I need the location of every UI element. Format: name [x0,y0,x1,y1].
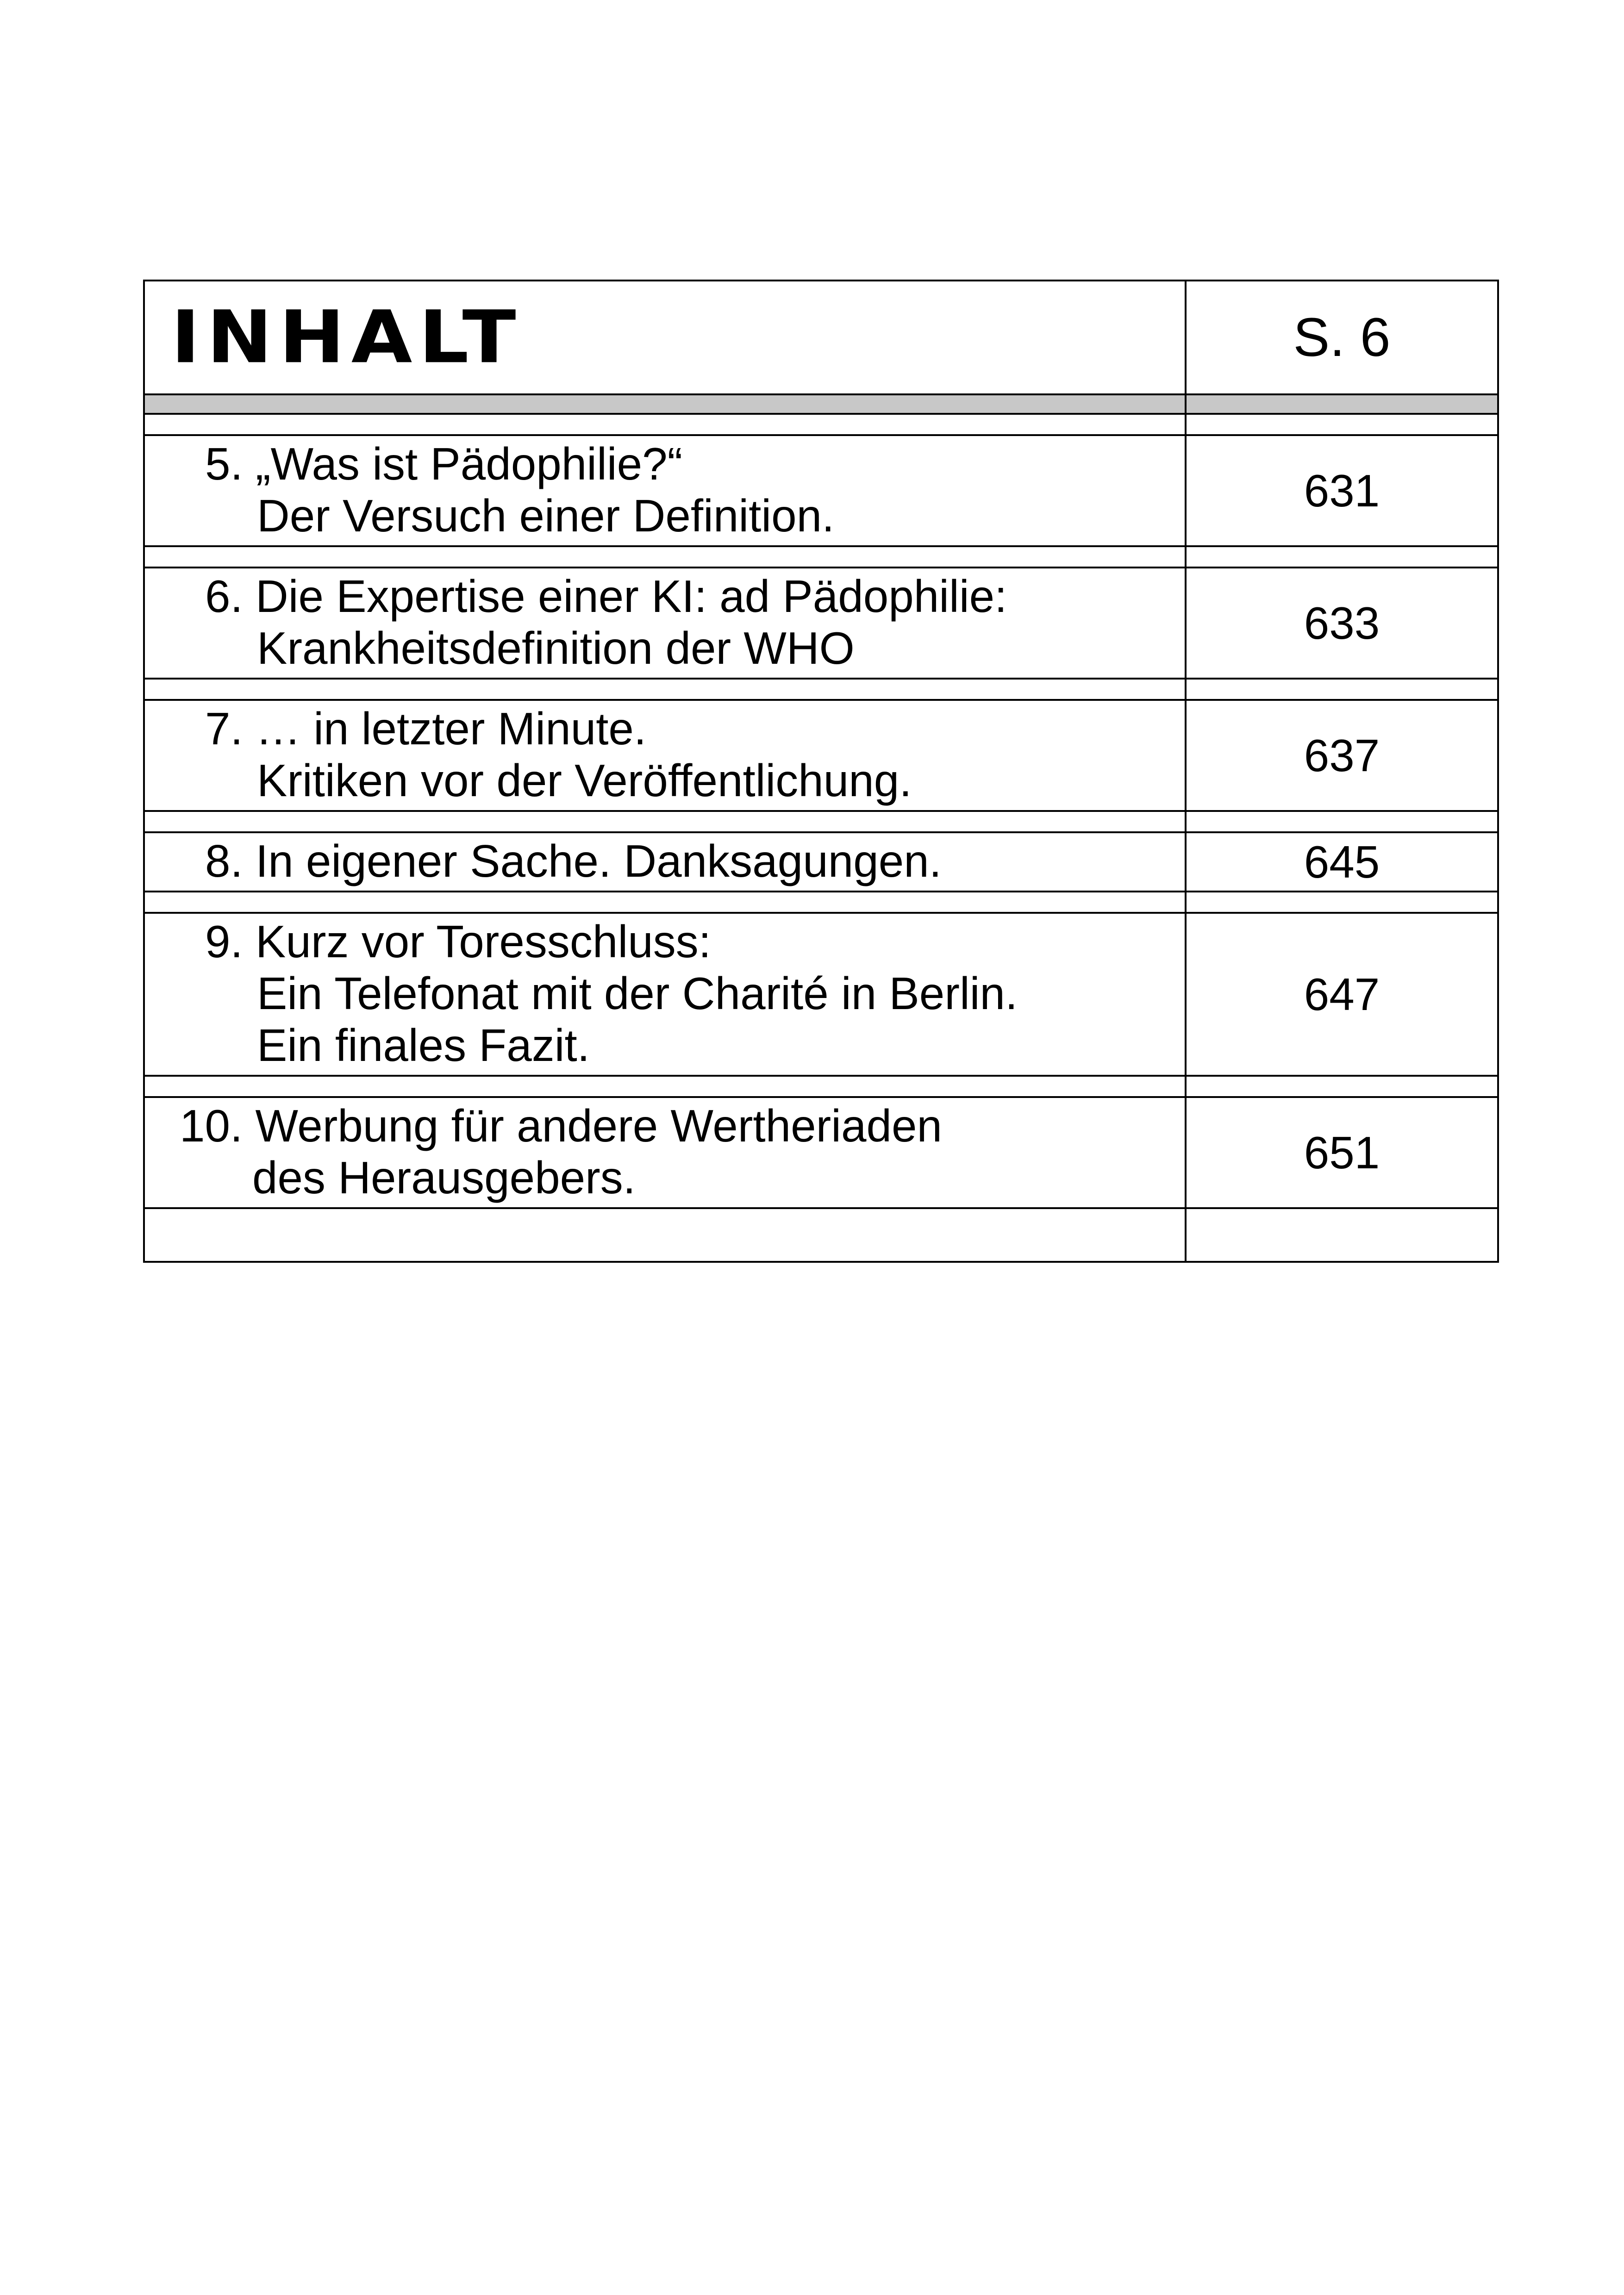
entry-title [144,1097,1186,1208]
spacer-row [144,546,1498,568]
entry-title-line: Ein finales Fazit. [257,1020,590,1071]
toc-header-row [144,281,1498,394]
entry-title-line: Ein Telefonat mit der Charité in Berlin. [257,968,1018,1019]
entry-page-number: 651 [1186,1097,1498,1208]
entry-title-line: des Herausgebers. [252,1152,636,1203]
entry-number: 9. [205,916,243,967]
spacer-row [144,1076,1498,1097]
entry-text: In eigener Sache. Danksagungen. [255,836,942,886]
toc-entry [144,832,1498,892]
entry-title-line [145,835,1185,887]
entry-title-line [145,438,1185,490]
entry-page-number: 645 [1186,832,1498,892]
toc-entry [144,913,1498,1076]
entry-title [144,832,1186,892]
entry-text: „Was ist Pädophilie?“ [255,438,683,489]
toc-entry [144,1097,1498,1208]
spacer-row [144,414,1498,435]
entry-title-line [145,570,1185,622]
entry-title-line: Der Versuch einer Definition. [257,490,835,541]
toc-entry [144,700,1498,811]
spacer-row [144,892,1498,913]
entry-title [144,913,1186,1076]
spacer-row [144,811,1498,832]
entry-page-number: 633 [1186,568,1498,679]
toc-heading: INHALT [144,285,1186,390]
entry-number: 7. [205,703,243,754]
entry-title-line [145,703,1185,755]
entry-number: 8. [205,836,243,886]
entry-number: 10. [180,1100,243,1151]
toc-entry [144,568,1498,679]
entry-title-line [145,916,1185,967]
page-label: S. 6 [1186,281,1498,394]
entry-title-line: Kritiken vor der Veröffentlichung. [257,755,912,806]
entry-title [144,700,1186,811]
entry-text: Werbung für andere Wertheriaden [255,1100,943,1151]
entry-page-number: 631 [1186,435,1498,546]
entry-title-line: Krankheitsdefinition der WHO [257,623,855,674]
divider-row [144,394,1498,414]
entry-number: 5. [205,438,243,489]
entry-number: 6. [205,571,243,622]
toc-entry [144,435,1498,546]
entry-text: Die Expertise einer KI: ad Pädophilie: [255,571,1007,622]
entry-text: … in letzter Minute. [255,703,647,754]
entry-title-line [145,1100,1185,1152]
entry-text: Kurz vor Toresschluss: [255,916,711,967]
table-of-contents [143,280,1499,1263]
entry-page-number: 647 [1186,913,1498,1076]
empty-row [144,1208,1498,1262]
entry-page-number: 637 [1186,700,1498,811]
entry-title [144,435,1186,546]
entry-title [144,568,1186,679]
spacer-row [144,679,1498,700]
